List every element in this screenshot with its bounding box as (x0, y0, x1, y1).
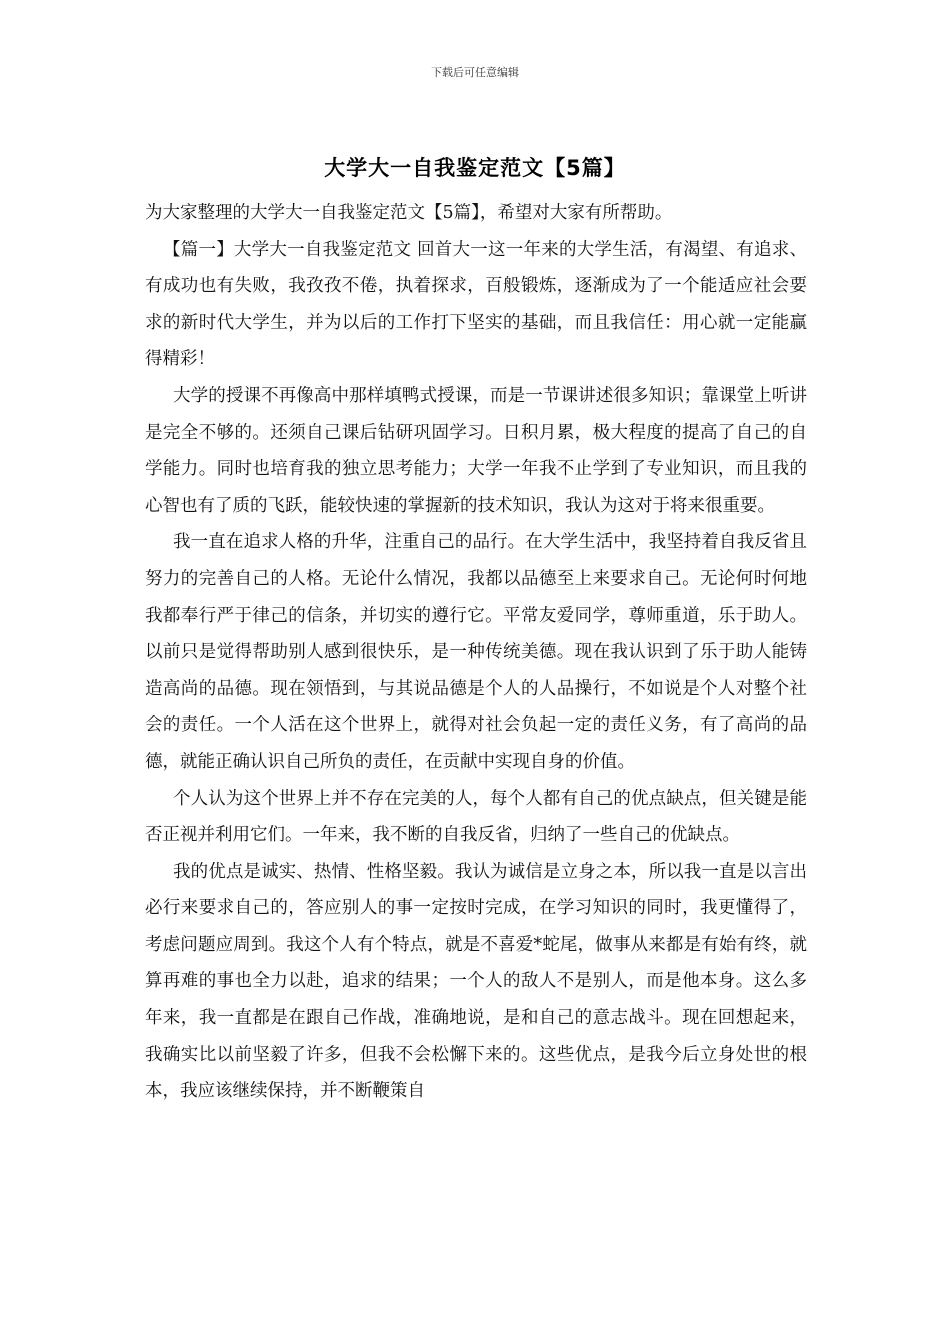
document-title: 大学大一自我鉴定范文【5篇】 (324, 156, 626, 180)
page-header: 下载后可任意编辑 (431, 66, 519, 79)
body-paragraph: 我的优点是诚实、热情、性格坚毅。我认为诚信是立身之本，所以我一直是以言出必行来要求自己的，答应别人的事一定按时完成，在学习知识的同时，我更懂得了，考虑问题应周到。我这个人有个特点，就是不喜爱*蛇尾，做事从来都是有始有终，就算再难的事也全力以赴，追求的结果；一个人的敌人不是别人，而是他本身。这么多年来，我一直都是在跟自己作战，准确地说，是和自己的意志战斗。现在回想起来，我确实比以前坚毅了许多，但我不会松懈下来的。这些优点，是我今后立身处世的根本，我应该继续保持，并不断鞭策自 (145, 861, 807, 1102)
body-paragraph: 大学的授课不再像高中那样填鸭式授课，而是一节课讲述很多知识；靠课堂上听讲是完全不够的。还须自己课后钻研巩固学习。日积月累，极大程度的提高了自己的自学能力。同时也培育我的独立思考能力；大学一年我不止学到了专业知识，而且我的心智也有了质的飞跃，能较快速的掌握新的技术知识，我认为这对于将来很重要。 (145, 385, 807, 516)
body-paragraph: 【篇一】大学大一自我鉴定范文 回首大一这一年来的大学生活，有渴望、有追求、有成功也有失败，我孜孜不倦，执着探求，百般锻炼，逐渐成为了一个能适应社会要求的新时代大学生，并为以后的工作打下坚实的基础，而且我信任：用心就一定能赢得精彩！ (145, 239, 807, 370)
document-body (145, 195, 807, 1110)
body-paragraph: 我一直在追求人格的升华，注重自己的品行。在大学生活中，我坚持着自我反省且努力的完善自己的人格。无论什么情况，我都以品德至上来要求自己。无论何时何地我都奉行严于律己的信条，并切实的遵行它。平常友爱同学，尊师重道，乐于助人。以前只是觉得帮助别人感到很快乐，是一种传统美德。现在我认识到了乐于助人能铸造高尚的品德。现在领悟到，与其说品德是个人的人品操行，不如说是个人对整个社会的责任。一个人活在这个世界上，就得对社会负起一定的责任义务，有了高尚的品德，就能正确认识自己所负的责任，在贡献中实现自身的价值。 (145, 532, 807, 772)
body-paragraph: 个人认为这个世界上并不存在完美的人，每个人都有自己的优点缺点，但关键是能否正视并利用它们。一年来，我不断的自我反省，归纳了一些自己的优缺点。 (145, 788, 807, 846)
intro-paragraph: 为大家整理的大学大一自我鉴定范文【5篇】，希望对大家有所帮助。 (145, 203, 673, 223)
